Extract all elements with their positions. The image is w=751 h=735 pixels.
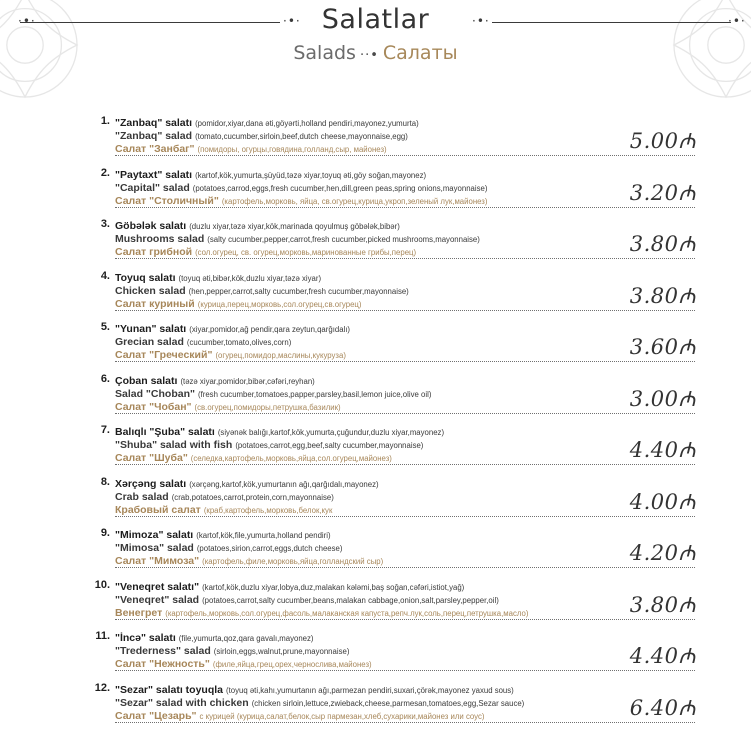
item-ingredients-az: (duzlu xiyar,təzə xiyar,kök,marinada qoyulmuş göbələk,bibər) — [189, 222, 400, 231]
item-price: 3.80₼ — [629, 232, 696, 256]
item-name-en: Crab salad — [115, 490, 169, 502]
menu-item — [0, 579, 751, 631]
item-divider — [115, 361, 695, 362]
item-line-en — [115, 180, 645, 193]
item-ingredients-ru: (картофель,морковь, яйца, св.огурец,курица,укроп,зеленый лук,майонез) — [221, 196, 488, 206]
header-dots: ·•· — [728, 14, 746, 28]
item-name-ru: Салат куриный — [115, 297, 195, 309]
item-line-az — [115, 682, 645, 695]
item-price: 4.20₼ — [629, 541, 696, 565]
item-name-ru: Салат грибной — [115, 246, 193, 257]
item-divider — [115, 516, 695, 517]
item-line-az — [115, 321, 645, 334]
item-line-az — [115, 218, 645, 231]
subtitle-russian: Салаты — [382, 42, 458, 64]
item-line-en — [115, 489, 645, 502]
item-line-ru — [115, 708, 645, 721]
item-divider — [115, 619, 695, 620]
item-ingredients-ru: (курица,перец,морковь,сол.огурец,св.огурец) — [197, 299, 362, 309]
item-line-ru — [115, 244, 645, 257]
header-dots: ·•· — [472, 14, 490, 28]
item-price: 3.80₼ — [629, 592, 696, 617]
item-number: 11. — [95, 630, 110, 642]
item-ingredients-az: (xərçəng,kartof,kök,yumurtanın ağı,qarğıdalı,mayonez) — [189, 479, 379, 489]
item-name-en: "Capital" salad — [115, 181, 190, 193]
item-line-az — [115, 167, 645, 180]
item-price: 4.40₼ — [629, 438, 696, 462]
header-dots: ·•· — [283, 14, 301, 28]
menu-item — [0, 424, 751, 476]
item-line-ru — [115, 553, 645, 566]
item-ingredients-en: (cucumber,tomato,olives,corn) — [186, 338, 292, 347]
item-divider — [115, 413, 695, 414]
item-number: 6. — [100, 372, 110, 385]
item-description — [115, 167, 645, 206]
item-line-en — [115, 128, 645, 141]
item-line-en — [115, 231, 645, 244]
item-name-az: Xərçəng salatı — [115, 477, 187, 489]
item-divider — [115, 258, 695, 259]
item-line-az — [115, 527, 645, 540]
item-ingredients-en: (crab,potatoes,carrot,protein,corn,mayonnaise) — [171, 492, 334, 502]
item-name-az: Toyuq salatı — [115, 271, 176, 283]
item-name-ru: Салат "Цезарь" — [115, 709, 197, 721]
item-name-ru: Салат "Чобан" — [115, 400, 192, 412]
item-name-az: "Mimoza" salatı — [115, 529, 194, 540]
menu-item — [0, 270, 751, 322]
item-price: 5.00₼ — [629, 129, 696, 153]
menu-item — [0, 115, 751, 167]
item-name-az: "Sezar" salatı toyuqla — [115, 683, 223, 695]
item-description — [115, 424, 645, 463]
item-name-en: Grecian salad — [115, 336, 184, 347]
item-price: 3.20₼ — [629, 180, 696, 205]
item-ingredients-en: (sirloin,eggs,walnut,prune,mayonnaise) — [213, 647, 350, 656]
item-ingredients-az: (kartof,kök,duzlu xiyar,lobya,duz,malakan kələmi,baş soğan,cəfəri,istiot,yağ) — [202, 582, 465, 592]
item-number: 5. — [100, 321, 110, 333]
item-line-en — [115, 386, 645, 399]
item-description — [115, 373, 645, 412]
header-dots: ·•· — [18, 14, 36, 28]
item-name-en: "Zanbaq" salad — [115, 130, 193, 141]
item-ingredients-ru: с курицей (курица,салат,белок,сыр пармезан,хлеб,сухарики,майонез или соус) — [199, 711, 485, 721]
item-ingredients-en: (fresh cucumber,tomatoes,papper,parsley,basil,lemon juice,olive oil) — [197, 389, 432, 399]
menu-item — [0, 373, 751, 425]
item-number: 1. — [100, 115, 110, 127]
item-line-ru — [115, 450, 645, 463]
menu-item — [0, 321, 751, 373]
item-divider — [115, 207, 695, 208]
item-description — [115, 218, 645, 257]
menu-item — [0, 167, 751, 219]
item-name-az: "İncə" salatı — [115, 632, 176, 643]
item-name-az: "Veneqret salatı" — [115, 580, 200, 592]
item-name-en: Mushrooms salad — [115, 233, 205, 244]
item-line-ru — [115, 502, 645, 515]
item-price: 4.40₼ — [629, 644, 696, 668]
item-ingredients-az: (pomidor,xiyar,dana əti,göyərti,holland pendiri,mayonez,yumurta) — [195, 119, 419, 128]
item-name-ru: Салат "Занбаг" — [115, 143, 195, 154]
item-ingredients-en: (salty cucumber,pepper,carrot,fresh cucumber,picked mushrooms,mayonnaise) — [207, 235, 480, 244]
item-divider — [115, 310, 695, 311]
item-ingredients-en: (chicken sirloin,lettuce,zwieback,cheese,parmesan,tomatoes,egg,Sezar sauce) — [251, 698, 525, 708]
item-divider — [115, 464, 695, 465]
item-description — [115, 527, 645, 566]
item-name-ru: Салат "Мимоза" — [115, 555, 200, 566]
item-name-ru: Салат "Столичный" — [115, 194, 219, 206]
menu-item — [0, 476, 751, 528]
item-description — [115, 115, 645, 154]
item-line-en — [115, 540, 645, 553]
item-ingredients-az: (file,yumurta,qoz,qara gavalı,mayonez) — [178, 634, 314, 643]
item-ingredients-ru: (огурец,помидор,маслины,кукуруза) — [215, 351, 346, 360]
item-name-az: "Yunan" salatı — [115, 323, 187, 334]
item-line-en — [115, 695, 645, 708]
item-name-en: "Mimosa" salad — [115, 542, 194, 553]
menu-item — [0, 630, 751, 682]
item-number: 3. — [100, 218, 110, 230]
item-line-ru — [115, 347, 645, 360]
item-ingredients-az: (kartof,kök,file,yumurta,holland pendiri) — [196, 531, 331, 540]
item-ingredients-ru: (сол.огурец, св. огурец,морковь,маринованные грибы,перец) — [195, 248, 417, 257]
item-line-en — [115, 283, 645, 296]
item-divider — [115, 722, 695, 723]
page-title: Salatlar — [321, 4, 430, 35]
item-name-az: "Zanbaq" salatı — [115, 117, 193, 128]
item-number: 2. — [100, 166, 110, 179]
item-line-az — [115, 373, 645, 386]
item-ingredients-ru: (картофель,филе,морковь,яйца,голландский сыр) — [202, 557, 384, 566]
item-name-ru: Салат "Шуба" — [115, 452, 188, 463]
item-line-en — [115, 437, 645, 450]
item-name-az: "Paytaxt" salatı — [115, 168, 193, 180]
item-line-az — [115, 476, 645, 489]
item-name-en: "Trederness" salad — [115, 645, 211, 656]
item-price: 3.00₼ — [629, 386, 696, 411]
menu-item — [0, 682, 751, 734]
page-subtitle — [0, 42, 751, 64]
item-divider — [115, 567, 695, 568]
item-name-ru: Крабовый салат — [115, 503, 201, 515]
item-divider — [115, 670, 695, 671]
item-line-ru — [115, 141, 645, 154]
item-name-az: Göbələk salatı — [115, 220, 187, 231]
item-price: 3.60₼ — [629, 335, 696, 359]
item-ingredients-ru: (селедка,картофель,морковь,яйца,сол.огурец,майонез) — [190, 454, 392, 463]
item-line-az — [115, 630, 645, 643]
item-name-ru: Салат "Нежность" — [115, 658, 210, 669]
item-ingredients-ru: (краб,картофель,морковь,белок,кук — [203, 505, 333, 515]
item-name-en: "Veneqret" salad — [115, 593, 200, 605]
subtitle-english: Salads — [293, 42, 356, 64]
item-ingredients-az: (siyənək balığı,kartof,kök,yumurta,çuğundur,duzlu xiyar,mayonez) — [217, 428, 445, 437]
subtitle-separator: ··• — [359, 48, 379, 63]
item-name-ru: Венегрет — [115, 606, 163, 618]
item-name-en: Salad "Choban" — [115, 387, 195, 399]
item-ingredients-az: (kartof,kök,yumurta,şüyüd,təzə xiyar,toyuq əti,göy soğan,mayonez) — [195, 170, 427, 180]
item-ingredients-ru: (картофель,морковь,сол.огурец,фасоль,малаканская капуста,репч.лук,соль,перец,петрушка,масло) — [165, 608, 529, 618]
item-number: 8. — [100, 475, 110, 488]
item-line-en — [115, 334, 645, 347]
item-description — [115, 270, 645, 309]
item-line-ru — [115, 399, 645, 412]
menu-item — [0, 218, 751, 270]
item-ingredients-ru: (св.огурец,помидоры,петрушка,базилик) — [194, 402, 341, 412]
item-ingredients-en: (potatoes,carrot,egg,beef,salty cucumber,mayonnaise) — [235, 441, 424, 450]
item-line-en — [115, 592, 645, 605]
item-name-en: Chicken salad — [115, 284, 186, 296]
item-name-en: "Shuba" salad with fish — [115, 439, 233, 450]
item-line-ru — [115, 605, 645, 618]
item-line-az — [115, 424, 645, 437]
item-description — [115, 630, 645, 669]
item-ingredients-ru: (филе,яйца,грец,орех,чернослива,майонез) — [212, 660, 372, 669]
item-ingredients-az: (təzə xiyar,pomidor,bibər,cəfəri,reyhan) — [180, 376, 315, 386]
item-number: 4. — [100, 269, 110, 282]
item-line-az — [115, 270, 645, 283]
item-line-ru — [115, 656, 645, 669]
item-name-az: Balıqlı "Şuba" salatı — [115, 426, 215, 437]
item-name-ru: Салат "Греческий" — [115, 349, 213, 360]
item-description — [115, 476, 645, 515]
item-name-az: Çoban salatı — [115, 374, 178, 386]
item-line-az — [115, 579, 645, 592]
item-price: 6.40₼ — [629, 695, 696, 720]
item-name-en: "Sezar" salad with chicken — [115, 696, 249, 708]
item-price: 3.80₼ — [629, 283, 696, 308]
item-ingredients-az: (toyuq əti,kahı,yumurtanın ağı,parmezan pendiri,suxari,çörək,mayonez yaxud sous) — [226, 685, 514, 695]
item-price: 4.00₼ — [629, 489, 696, 514]
item-number: 12. — [94, 681, 110, 694]
menu-header — [0, 0, 751, 80]
item-description — [115, 682, 645, 721]
item-divider — [115, 155, 695, 156]
item-ingredients-en: (potatoes,carrod,eggs,fresh cucumber,hen,dill,green peas,spring onions,mayonnaise) — [192, 183, 488, 193]
item-description — [115, 579, 645, 618]
item-ingredients-ru: (помидоры, огурцы,говядина,голланд,сыр, майонез) — [197, 145, 387, 154]
item-ingredients-en: (potatoes,sirion,carrot,eggs,dutch cheese) — [196, 544, 343, 553]
item-line-az — [115, 115, 645, 128]
item-line-en — [115, 643, 645, 656]
item-number: 10. — [94, 578, 110, 591]
item-number: 9. — [100, 527, 110, 539]
item-number: 7. — [100, 424, 110, 436]
item-description — [115, 321, 645, 360]
item-line-ru — [115, 193, 645, 206]
item-ingredients-en: (potatoes,carrot,salty cucumber,beans,malakan cabbage,onion,salt,parsley,pepper,oil) — [202, 595, 499, 605]
menu-item — [0, 527, 751, 579]
item-ingredients-en: (hen,pepper,carrot,salty cucumber,fresh cucumber,mayonnaise) — [188, 286, 409, 296]
item-line-ru — [115, 296, 645, 309]
item-ingredients-az: (xiyar,pomidor,ağ pendir,qara zeytun,qarğıdalı) — [189, 325, 351, 334]
item-ingredients-az: (toyuq əti,bibər,kök,duzlu xiyar,təzə xiyar) — [178, 273, 322, 283]
item-ingredients-en: (tomato,cucumber,sirloin,beef,dutch cheese,mayonnaise,egg) — [195, 132, 408, 141]
